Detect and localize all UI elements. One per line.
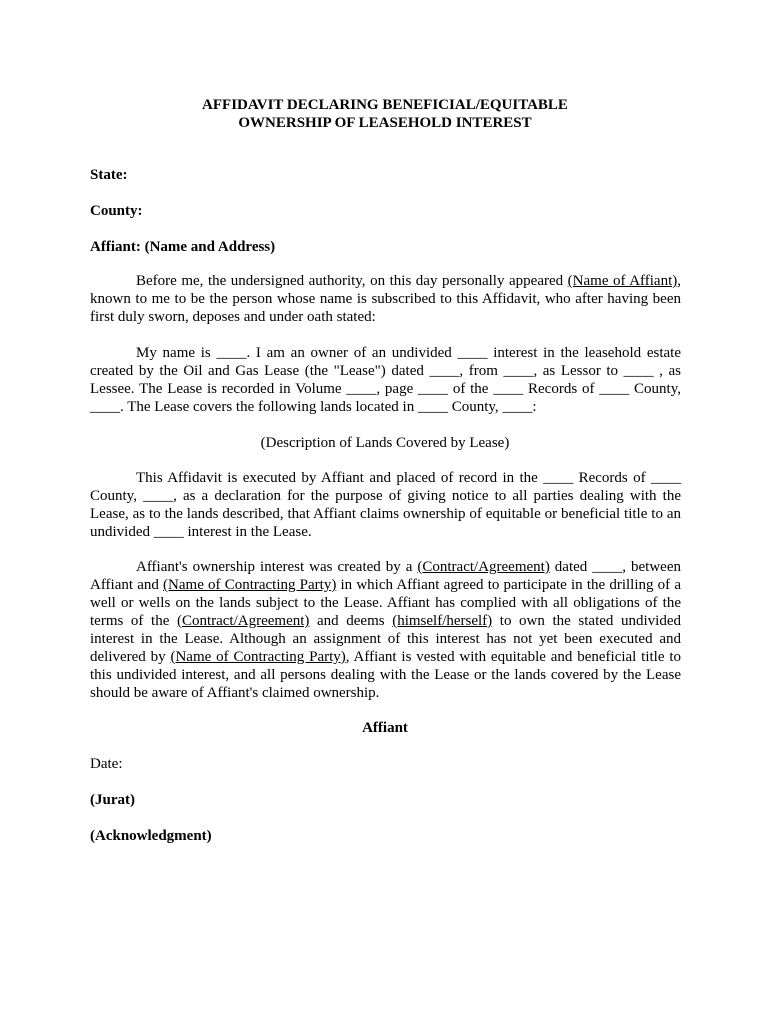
p1-text-b: , known to me to be the person whose name is subscribed to this Affidavit, who after having been first duly sworn, deposes and under oath stated:	[90, 273, 681, 325]
title-line-2: OWNERSHIP OF LEASEHOLD INTEREST	[238, 115, 532, 131]
state-label: State:	[90, 167, 128, 183]
title-line-1: AFFIDAVIT DECLARING BENEFICIAL/EQUITABLE	[202, 97, 568, 113]
paragraph-appearance	[90, 272, 681, 326]
p4-text-5: to own the stated undivided interest in the Lease. Although an assignment of this interest has not yet been executed and delivered by	[90, 613, 681, 665]
p4-himself-herself: (himself/herself)	[392, 613, 493, 629]
p4-text-6: , Affiant is vested with equitable and beneficial title to this undivided interest, and all persons dealing with the Lease or the lands covered by the Lease should be aware of Affiant's claimed ownership.	[90, 649, 682, 701]
p4-contract-agreement-2: (Contract/Agreement)	[176, 613, 310, 629]
jurat-label: (Jurat)	[90, 792, 135, 808]
paragraph-declaration: This Affidavit is executed by Affiant and placed of record in the ____ Records of ____ County, ____, as a declaration for the purpose of giving notice to all parties dealing with the Lease, as to the lands described, that Affiant claims ownership of equitable or beneficial title to an undivided ____ interest in the Lease.	[90, 470, 681, 540]
paragraph-lease-details: My name is ____. I am an owner of an undivided ____ interest in the leasehold estate created by the Oil and Gas Lease (the "Lease") dated ____, from ____, as Lessor to ____ , as Lessee. The Lease is recorded in Volume ____, page ____ of the ____ Records of ____ County, ____. The Lease covers the following lands located in ____ County, ____:	[90, 345, 681, 415]
acknowledgment-label: (Acknowledgment)	[90, 828, 212, 844]
paragraph-ownership-interest	[90, 558, 681, 702]
p4-contract-agreement-1: (Contract/Agreement)	[417, 559, 550, 575]
description-of-lands: (Description of Lands Covered by Lease)	[260, 435, 510, 451]
document-title	[90, 96, 680, 132]
date-label: Date:	[90, 756, 123, 772]
p4-text-2: dated ____, between Affiant and	[90, 559, 681, 593]
affiant-signature-label: Affiant	[362, 720, 408, 736]
p4-text-1: Affiant's ownership interest was created by a	[136, 559, 418, 575]
p4-text-3: in which Affiant agreed to participate in the drilling of a well or wells on the lands subject to the Lease. Affiant has complied with all obligations of the terms of the	[90, 577, 681, 629]
p4-contracting-party-2: (Name of Contracting Party)	[170, 649, 346, 665]
p1-text-a: Before me, the undersigned authority, on this day personally appeared	[136, 273, 568, 289]
p4-text-4: and deems	[309, 613, 393, 629]
county-label: County:	[90, 203, 143, 219]
p1-name-of-affiant: (Name of Affiant)	[567, 273, 678, 289]
p4-contracting-party-1: (Name of Contracting Party)	[163, 577, 337, 593]
affiant-label: Affiant: (Name and Address)	[90, 239, 276, 255]
